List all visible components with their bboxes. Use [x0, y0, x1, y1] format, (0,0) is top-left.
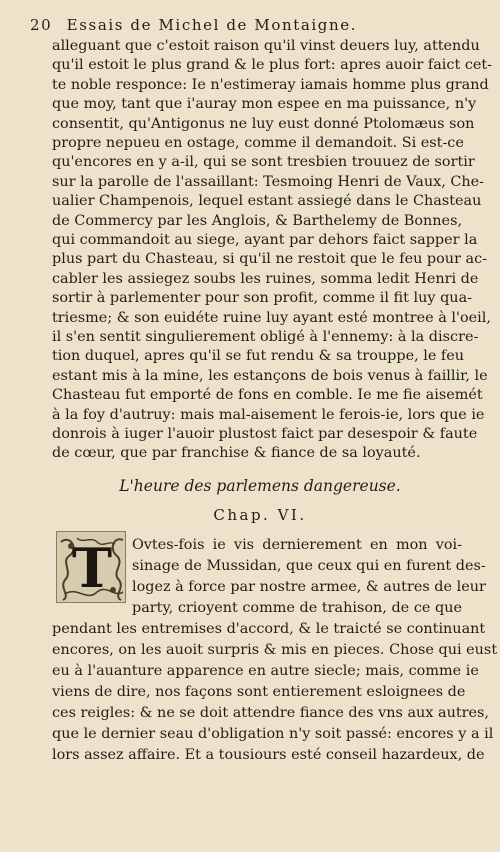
text-line: ualier Champenois, lequel estant assiegé dans le Chasteau — [52, 193, 482, 210]
text-line: sinage de Mussidan, que ceux qui en furent des- — [132, 558, 486, 574]
text-line: logez à force par nostre armee, & autres de leur — [132, 579, 486, 595]
text-line: qui commandoit au siege, ayant par dehors faict sapper la — [52, 232, 478, 248]
text-line: il s'en sentit singulierement obligé à l'ennemy: à la discre- — [52, 329, 479, 345]
text-line: ces reigles: & ne se doit attendre fiance des vns aux autres, — [52, 705, 490, 721]
text-line: cabler les assiegez soubs les ruines, somma ledit Henri de — [52, 270, 479, 287]
text-line: propre nepueu en ostage, comme il demandoit. Si est-ce — [52, 135, 464, 151]
text-line: plus part du Chasteau, si qu'il ne restoit que le feu pour ac- — [52, 251, 488, 268]
decorated-initial — [56, 531, 126, 603]
text-line: sur la parolle de l'assaillant: Tesmoing Henri de Vaux, Che- — [52, 173, 485, 190]
text-line: alleguant que c'estoit raison qu'il vinst deuers luy, attendu — [52, 38, 480, 54]
text-line: encores, on les auoit surpris & mis en pieces. Chose qui eust — [52, 642, 498, 658]
page-number: 20 — [30, 16, 53, 34]
chapter-label: Chap. VI. — [213, 506, 307, 524]
text-line: Ovtes-fois ie vis dernierement en mon voi- — [132, 537, 462, 553]
text-line: à la foy d'autruy: mais mal-aisement le ferois-ie, lors que ie — [52, 406, 485, 423]
text-line: de Commercy par les Anglois, & Barthelemy de Bonnes, — [52, 212, 463, 229]
text-line: eu à l'auanture apparence en autre siecle; mais, comme ie — [52, 663, 479, 679]
text-line: que moy, tant que i'auray mon espee en ma puissance, n'y — [52, 96, 477, 113]
chapter-title: L'heure des parlemens dangereuse. — [119, 477, 401, 495]
text-line: estant mis à la mine, les estançons de bois venus à faillir, le — [52, 367, 488, 384]
text-line: Chasteau fut emporté de fons en comble. Ie me fie aisemét — [52, 387, 483, 404]
running-title: Essais de Michel de Montaigne. — [66, 16, 358, 34]
text-line: consentit, qu'Antigonus ne luy eust donné Ptolomæus son — [52, 115, 475, 132]
text-line: qu'encores en y a-il, qui se sont tresbien trouuez de sortir — [52, 154, 475, 171]
text-line: lors assez affaire. Et a tousiours esté conseil hazardeux, de — [52, 747, 485, 763]
text-line: viens de dire, nos façons sont entierement esloignees de — [52, 684, 466, 700]
text-line: de cœur, que par franchise & fiance de sa loyauté. — [52, 445, 421, 462]
text-line: triesme; & son euidéte ruine luy ayant esté montree à l'oeil, — [52, 309, 491, 326]
text-line: sortir à parlementer pour son profit, comme il fit luy qua- — [52, 290, 473, 307]
text-line: tion duquel, apres qu'il se fut rendu & sa trouppe, le feu — [52, 348, 465, 365]
text-line: te noble responce: Ie n'estimeray iamais homme plus grand — [52, 76, 489, 93]
text-line: qu'il estoit le plus grand & le plus fort: apres auoir faict cet- — [52, 57, 493, 74]
running-header — [30, 16, 480, 34]
text-line: party, crioyent comme de trahison, de ce que — [132, 600, 462, 616]
dropcap-letter: T — [71, 536, 113, 600]
text-line: pendant les entremises d'accord, & le traicté se continuant — [52, 621, 486, 637]
text-line: que le dernier seau d'obligation n'y soit passé: encores y a il — [52, 726, 494, 742]
text-line: donrois à iuger l'auoir plustost faict par desespoir & faute — [52, 426, 478, 442]
